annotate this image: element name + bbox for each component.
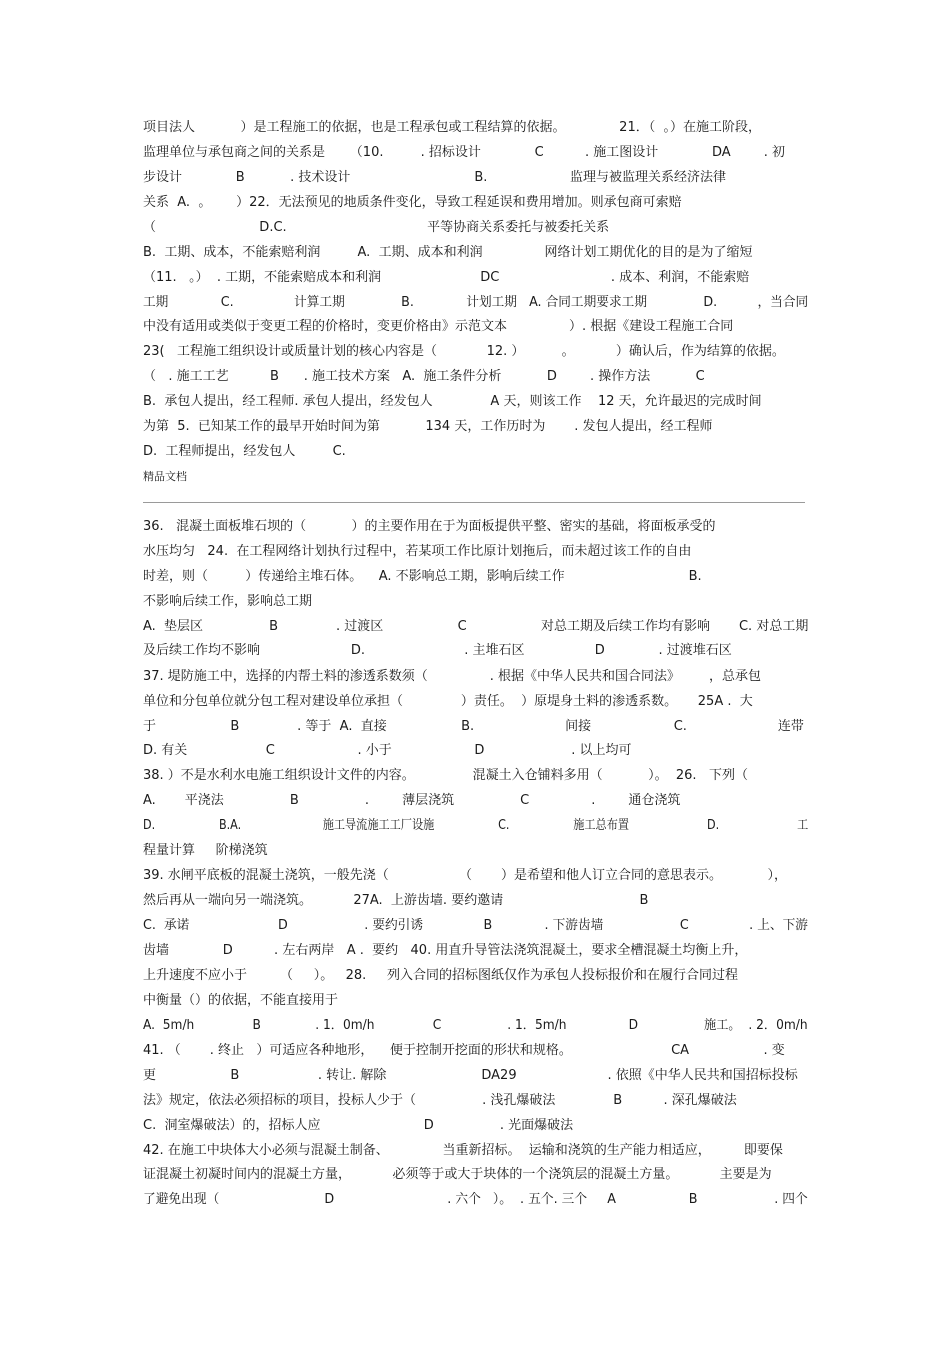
text-line: C. 承诺 D . 要约引诱 B . 下游齿墙 C . 上、下游 — [143, 918, 808, 933]
divider — [143, 502, 805, 503]
text-line: 了避免出现（ D . 六个 ）。 . 五个. 三个 A B . 四个 — [143, 1192, 808, 1207]
text-line: 23( 工程施工组织设计或质量计划的核心内容是（ 12. ） 。 ）确认后，作为结算的依据。 — [143, 344, 785, 359]
text-line: 36. 混凝土面板堆石坝的（ ）的主要作用在于为面板提供平整、密实的基础，将面板承受的 — [143, 519, 716, 534]
text-line: 37. 堤防施工中，选择的内帮土料的渗透系数须（ . 根据《中华人民共和国合同法》 ，总承包 — [143, 669, 761, 684]
text-line: 38. ）不是水利水电施工组织设计文件的内容。 混凝土入仓铺料多用（ ）。 26. 下列（ — [143, 768, 748, 783]
text-line: 于 B . 等于 A. 直接 B. 间接 C. 连带 — [143, 719, 804, 734]
text-line: 水压均匀 24. 在工程网络计划执行过程中，若某项工作比原计划拖后，而未超过该工作的自由 — [143, 544, 692, 559]
text-line: B. 工期、成本，不能索赔利润 A. 工期、成本和利润 网络计划工期优化的目的是为了缩短 — [143, 245, 753, 260]
text-line: 然后再从一端向另一端浇筑。 27A. 上游齿墙. 要约邀请 B — [143, 893, 649, 908]
text-line: 41. （ . 终止 ）可适应各种地形， 便于控制开挖面的形状和规格。 CA . 变 — [143, 1043, 785, 1058]
text-line: D. 工程师提出，经发包人 C. — [143, 444, 346, 459]
text-line: （11. 。） . 工期，不能索赔成本和利润 DC . 成本、利润，不能索赔 — [143, 270, 750, 285]
text-line: 39. 水闸平底板的混凝土浇筑，一般先浇（ （ ）是希望和他人订立合同的意思表示。 ）， — [143, 868, 787, 883]
text-line: D. 有关 C . 小于 D . 以上均可 — [143, 743, 632, 758]
text-line: 时差，则（ ）传递给主堆石体。 A. 不影响总工期，影响后续工作 B. — [143, 569, 702, 584]
text-line: 中没有适用或类似于变更工程的价格时，变更价格由》示范文本 ）. 根据《建设工程施工合同 — [143, 319, 734, 334]
text-line: A. 垫层区 B . 过渡区 C 对总工期及后续工作均有影响 C. 对总工期 — [143, 619, 809, 634]
text-line: 及后续工作均不影响 D. . 主堆石区 D . 过渡堆石区 — [143, 643, 732, 658]
text-line: 项目法人 ）是工程施工的依据，也是工程承包或工程结算的依据。 21．（ 。）在施工阶段， — [143, 120, 761, 135]
text-line: C. 洞室爆破法）的，招标人应 D . 光面爆破法 — [143, 1118, 574, 1133]
text-line: A. 平浇法 B . 薄层浇筑 C . 通仓浇筑 — [143, 793, 681, 808]
footer-label: 精品文档 — [143, 470, 187, 483]
text-line: 单位和分包单位就分包工程对建设单位承担（ ）责任。 ）原堤身土料的渗透系数。 25A . 大 — [143, 694, 753, 709]
text-line: 42. 在施工中块体大小必须与混凝土制备、 当重新招标。 运输和浇筑的生产能力相适应， 即要保 — [143, 1143, 783, 1158]
text-line: 齿墙 D . 左右两岸 A . 要约 40. 用直升导管法浇筑混凝土，要求全槽混凝土均衡上升， — [143, 943, 748, 958]
text-line: 关系 A. 。 ）22．无法预见的地质条件变化，导致工程延误和费用增加。则承包商可索赔 — [143, 195, 682, 210]
text-line: 工期 C. 计算工期 B. 计划工期 A. 合同工期要求工期 D. ，当合同 — [143, 295, 809, 310]
text-line: A. 5m/h B . 1．0m/h C . 1．5m/h D 施工。 . 2．0m/h — [143, 1018, 808, 1033]
text-line: 上升速度不应小于 （ ）。 28. 列入合同的招标图纸仅作为承包人投标报价和在履行合同过程 — [143, 968, 738, 983]
text-line: B. 承包人提出，经工程师. 承包人提出，经发包人 A 天，则该工作 12 天，允许最迟的完成时间 — [143, 394, 762, 409]
text-line: 为第 5. 已知某工作的最早开始时间为第 134 天，工作历时为 . 发包人提出，经工程师 — [143, 419, 713, 434]
text-line: 中衡量（）的依据，不能直接用于 — [143, 993, 339, 1008]
text-line: 证混凝土初凝时间内的混凝土方量， 必须等于或大于块体的一个浇筑层的混凝土方量。 主要是为 — [143, 1167, 772, 1182]
text-line: 程量计算 阶梯浇筑 — [143, 843, 268, 858]
text-line: （ . 施工工艺 B . 施工技术方案 A. 施工条件分析 D . 操作方法 C — [143, 369, 705, 384]
text-line: （ D.C. 平等协商关系委托与被委托关系 — [143, 220, 610, 235]
text-line: 步设计 B . 技术设计 B. 监理与被监理关系经济法律 — [143, 170, 727, 185]
text-line: 不影响后续工作，影响总工期 — [143, 594, 313, 609]
text-line: 更 B . 转让. 解除 DA29 . 依照《中华人民共和国招标投标 — [143, 1068, 798, 1083]
text-line: D. B.A. 施工导流施工工厂设施 C. 施工总布置 D. 工 — [143, 818, 809, 833]
text-line: 监理单位与承包商之间的关系是 （10. . 招标设计 C . 施工图设计 DA . 初 — [143, 145, 786, 160]
text-line: 法》规定，依法必须招标的项目，投标人少于（ . 浅孔爆破法 B . 深孔爆破法 — [143, 1093, 737, 1108]
